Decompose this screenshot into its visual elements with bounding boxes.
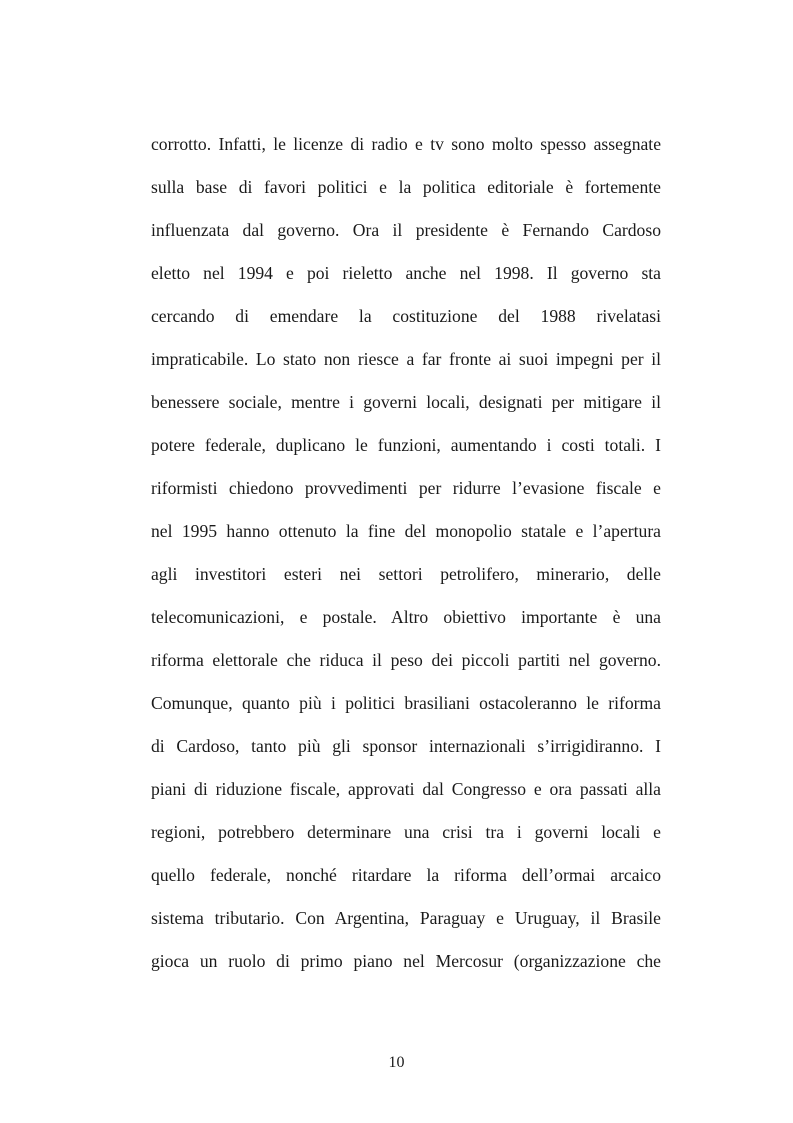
text-line: benessere sociale, mentre i governi locali, designati per mitigare il — [151, 392, 661, 412]
text-line: agli investitori esteri nei settori petrolifero, minerario, delle — [151, 564, 661, 584]
text-line: sistema tributario. Con Argentina, Paraguay e Uruguay, il Brasile — [151, 908, 661, 928]
text-line: corrotto. Infatti, le licenze di radio e tv sono molto spesso assegnate — [151, 134, 661, 154]
text-line: piani di riduzione fiscale, approvati dal Congresso e ora passati alla — [151, 779, 661, 799]
text-line: impraticabile. Lo stato non riesce a far fronte ai suoi impegni per il — [151, 349, 661, 369]
body-text — [151, 128, 661, 988]
text-line: gioca un ruolo di primo piano nel Mercosur (organizzazione che — [151, 951, 661, 971]
text-line: regioni, potrebbero determinare una crisi tra i governi locali e — [151, 822, 661, 842]
text-line: sulla base di favori politici e la politica editoriale è fortemente — [151, 177, 661, 197]
text-line: influenzata dal governo. Ora il presidente è Fernando Cardoso — [151, 220, 661, 240]
text-line: quello federale, nonché ritardare la riforma dell’ormai arcaico — [151, 865, 661, 885]
text-line: eletto nel 1994 e poi rieletto anche nel 1998. Il governo sta — [151, 263, 661, 283]
text-line: di Cardoso, tanto più gli sponsor internazionali s’irrigidiranno. I — [151, 736, 661, 756]
text-line: riforma elettorale che riduca il peso dei piccoli partiti nel governo. — [151, 650, 661, 670]
text-line: potere federale, duplicano le funzioni, aumentando i costi totali. I — [151, 435, 661, 455]
text-line: cercando di emendare la costituzione del 1988 rivelatasi — [151, 306, 661, 326]
text-line: telecomunicazioni, e postale. Altro obiettivo importante è una — [151, 607, 661, 627]
page-number: 10 — [388, 1054, 405, 1071]
text-line: Comunque, quanto più i politici brasiliani ostacoleranno le riforma — [151, 693, 661, 713]
text-line: riformisti chiedono provvedimenti per ridurre l’evasione fiscale e — [151, 478, 661, 498]
text-line: nel 1995 hanno ottenuto la fine del monopolio statale e l’apertura — [151, 521, 661, 541]
